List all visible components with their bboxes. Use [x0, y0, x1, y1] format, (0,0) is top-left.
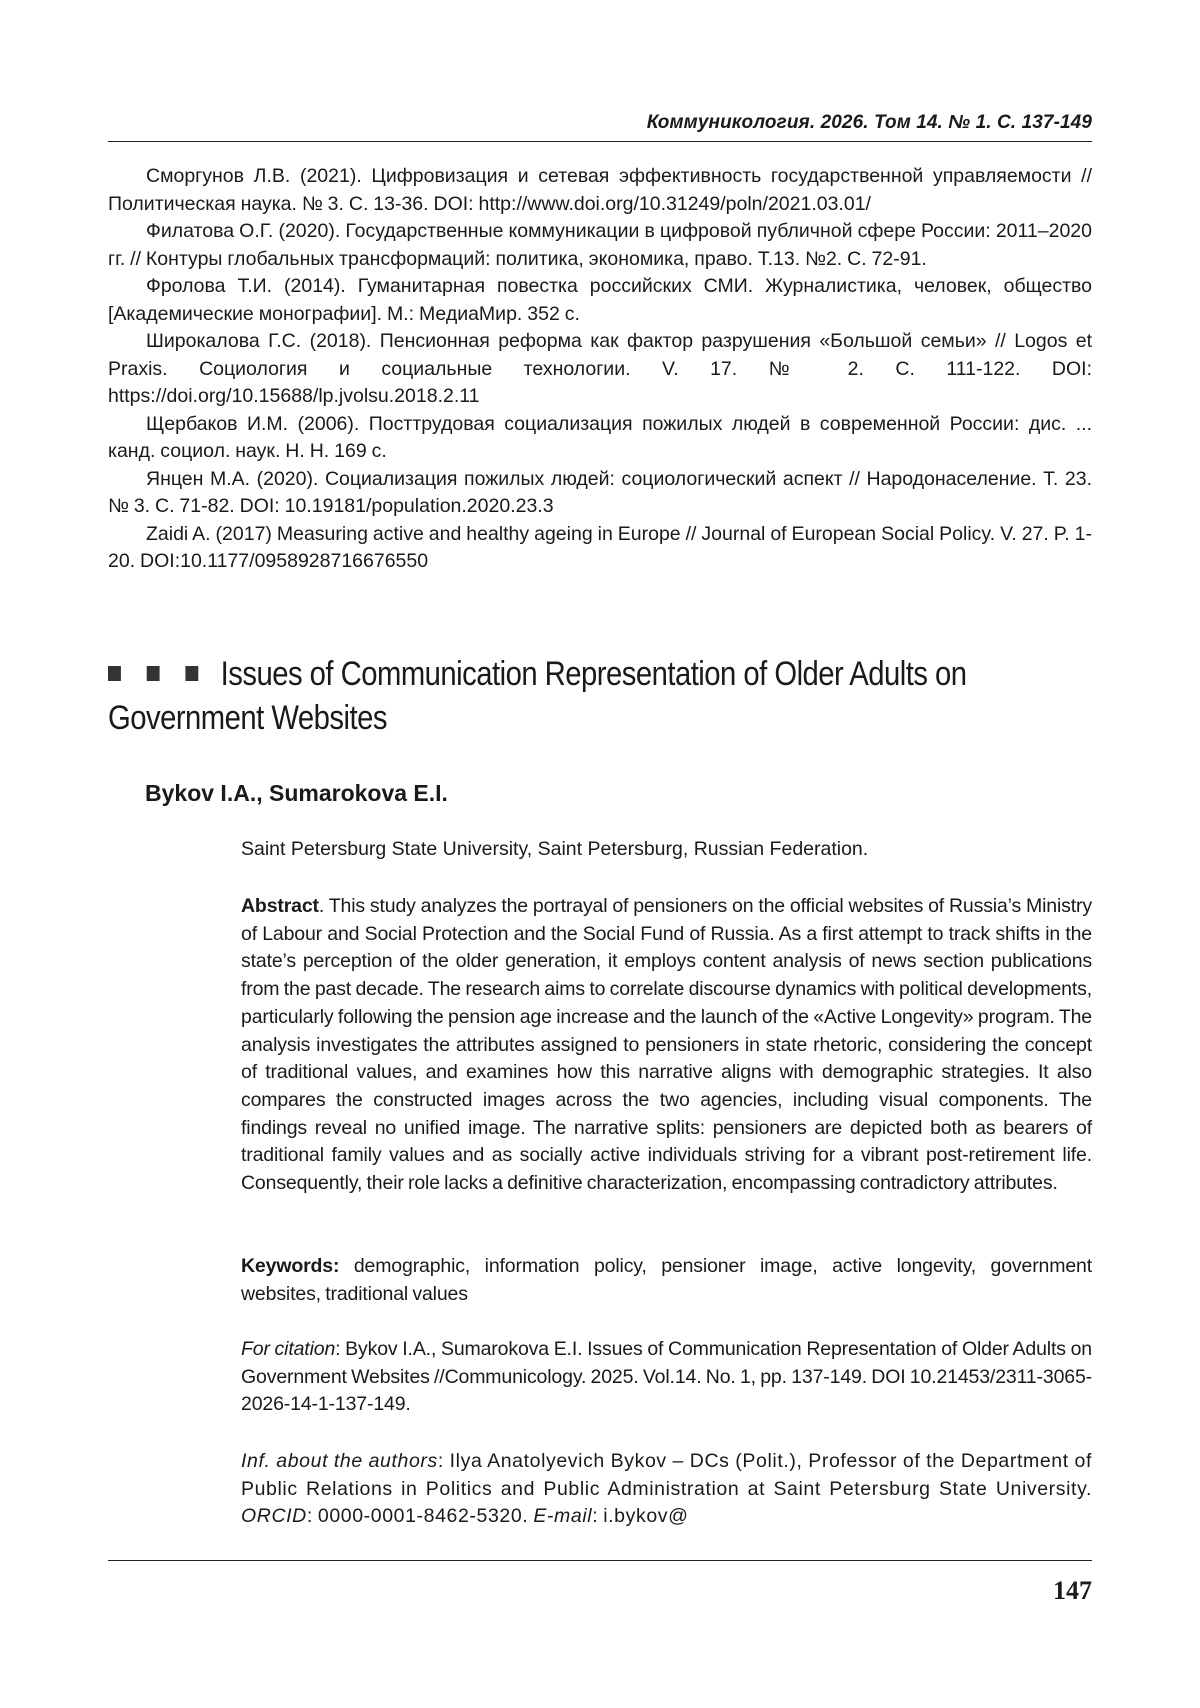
- keywords-text: demographic, information policy, pensioner image, active longevity, government websites, traditional values: [241, 1255, 1092, 1305]
- article-authors: Bykov I.A., Sumarokova E.I.: [145, 780, 448, 806]
- article-title-block: [108, 652, 1092, 740]
- reference-item: Филатова О.Г. (2020). Государственные коммуникации в цифровой публичной сфере России: 2011–2020 гг. // Контуры глобальных трансформаций: политика, экономика, право. Т.13. №2. С. 72-91.: [108, 220, 1092, 270]
- citation-label: For citation: [241, 1338, 336, 1360]
- abstract-label: Abstract: [241, 895, 319, 917]
- running-head: Коммуникология. 2026. Том 14. № 1. С. 137-149: [646, 112, 1092, 133]
- reference-item: Zaidi A. (2017) Measuring active and healthy ageing in Europe // Journal of European Social Policy. V. 27. P. 1-20. DOI:10.1177/0958928716676550: [108, 522, 1092, 572]
- authors-info: [241, 1448, 1092, 1531]
- square-bullet-icon: [108, 666, 121, 681]
- square-bullet-icon: [185, 666, 198, 681]
- abstract: [241, 893, 1092, 1198]
- authors-info-text: : Ilya Anatolyevich Bykov – DCs (Polit.), Professor of the Department of Public Relations in Politics and Public Administration at Saint Petersburg State University.: [241, 1450, 1092, 1500]
- keywords-label: Keywords:: [241, 1255, 340, 1277]
- abstract-text: . This study analyzes the portrayal of pensioners on the official websites of Russia’s Ministry of Labour and Social Protection and the Social Fund of Russia. As a first attempt to track shifts in the state’s perception of the older generation, it employs content analysis of news section publications from the past decade. The research aims to correlate discourse dynamics with political developments, particularly following the pension age increase and the launch of the «Active Longevity» program. The analysis investigates the attributes assigned to pensioners in state rhetoric, considering the concept of traditional values, and examines how this narrative aligns with demographic strategies. It also compares the constructed images across the two agencies, including visual components. The findings reveal no unified image. The narrative splits: pensioners are depicted both as bearers of traditional family values and as socially active individuals striving for a vibrant post-retirement life. Consequently, their role lacks a definitive characterization, encompassing contradictory attributes.: [241, 895, 1092, 1195]
- orcid-value: : 0000-0001-8462-5320.: [306, 1505, 534, 1528]
- reference-item: Сморгунов Л.В. (2021). Цифровизация и сетевая эффективность государственной управляемости // Политическая наука. № 3. С. 13-36. DOI: http://www.doi.org/10.31249/poln/2021.03.01/: [108, 165, 1092, 215]
- page-number: 147: [1053, 1576, 1092, 1605]
- reference-item: Широкалова Г.С. (2018). Пенсионная реформа как фактор разрушения «Большой семьи» // Logos et Praxis. Социология и социальные технологии. V. 17. № 2. С. 111-122. DOI: https://doi.org/10.15688/lp.jvolsu.2018.2.11: [108, 330, 1092, 407]
- orcid-label: ORCID: [241, 1505, 307, 1528]
- reference-list: [108, 163, 1092, 576]
- square-bullet-icon: [147, 666, 160, 681]
- citation: [241, 1336, 1092, 1419]
- authors-info-label: Inf. about the authors: [241, 1450, 438, 1472]
- reference-item: Щербаков И.М. (2006). Посттрудовая социализация пожилых людей в современной России: дис. ... канд. социол. наук. Н. Н. 169 с.: [108, 412, 1092, 462]
- reference-item: Янцен М.А. (2020). Социализация пожилых людей: социологический аспект // Народонаселение. Т. 23. № 3. С. 71-82. DOI: 10.19181/population.2020.23.3: [108, 467, 1092, 517]
- reference-item: Фролова Т.И. (2014). Гуманитарная повестка российских СМИ. Журналистика, человек, общество [Академические монографии]. М.: МедиаМир. 352 с.: [108, 275, 1092, 325]
- email-value: : i.bykov@: [592, 1505, 689, 1528]
- citation-text: : Bykov I.A., Sumarokova E.I. Issues of Communication Representation of Older Adults on Government Websites //Communicology. 2025. Vol.14. No. 1, pp. 137-149. DOI 10.21453/2311-3065-2026-14-1-137-149.: [241, 1338, 1093, 1416]
- keywords: [241, 1253, 1092, 1308]
- header-rule: [108, 141, 1092, 142]
- footer-rule: [108, 1560, 1092, 1561]
- article-title: Issues of Communication Representation of Older Adults on Government Websites: [108, 655, 967, 737]
- affiliation: Saint Petersburg State University, Saint Petersburg, Russian Federation.: [241, 838, 869, 860]
- email-label: E-mail: [533, 1505, 593, 1528]
